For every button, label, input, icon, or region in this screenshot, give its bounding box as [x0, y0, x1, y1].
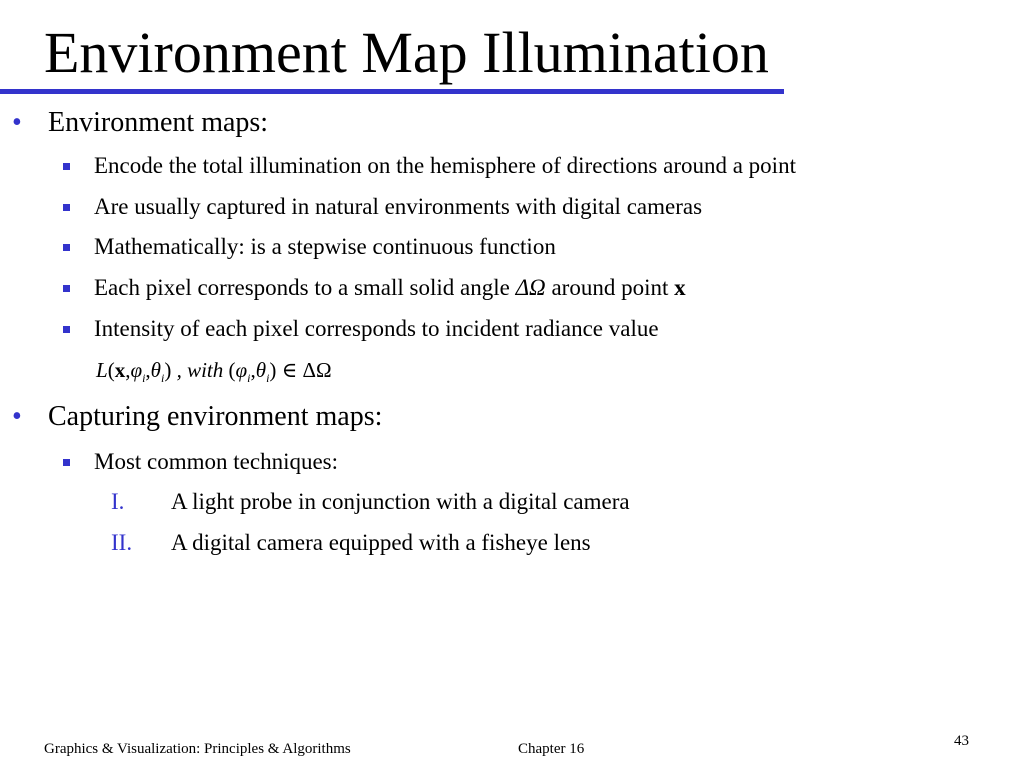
formula-comma: , [145, 358, 151, 382]
formula-paren: ) [269, 358, 277, 382]
title-underline [0, 89, 784, 94]
formula-set: ∈ ΔΩ [281, 358, 332, 382]
square-bullet-icon [63, 326, 70, 333]
square-bullet-icon [63, 204, 70, 211]
formula-comma: , [250, 358, 256, 382]
bullet-dot-icon: • [12, 107, 22, 138]
formula-comma: , [125, 358, 131, 382]
formula-with: , with [176, 358, 224, 382]
square-bullet-icon [63, 459, 70, 466]
subitem-pixel-solid-angle [94, 274, 686, 302]
numbered-item-light-probe [111, 488, 630, 516]
formula-paren: ( [228, 358, 236, 382]
formula-theta: θ [255, 358, 267, 382]
square-bullet-icon [63, 163, 70, 170]
formula-sub: i [142, 371, 146, 386]
subitem-captured [94, 193, 702, 221]
formula-phi: φ [235, 358, 248, 382]
numbered-item-fisheye [111, 529, 591, 557]
subitem-text: Most common techniques: [94, 449, 339, 474]
footer-chapter: Chapter 16 [518, 741, 585, 757]
numbered-text: A digital camera equipped with a fisheye lens [171, 530, 591, 555]
square-bullet-icon [63, 244, 70, 251]
formula-phi: φ [130, 358, 143, 382]
bullet-dot-icon: • [12, 401, 22, 432]
bullet-environment-maps [12, 106, 269, 140]
roman-numeral: I. [111, 489, 125, 514]
subitem-encode [94, 152, 796, 180]
subitem-text-part: Each pixel corresponds to a small solid angle [94, 275, 516, 300]
roman-numeral: II. [111, 530, 133, 555]
slide-title: Environment Map Illumination [44, 20, 769, 85]
subitem-text: Mathematically: is a stepwise continuous function [94, 234, 556, 259]
bullet-text: Capturing environment maps: [48, 401, 383, 432]
numbered-text: A light probe in conjunction with a digital camera [171, 489, 630, 514]
subitem-text: Are usually captured in natural environments with digital cameras [94, 194, 703, 219]
formula-paren: ) [164, 358, 172, 382]
subitem-text: Intensity of each pixel corresponds to incident radiance value [94, 316, 659, 341]
subitem-text-part: around point [545, 275, 675, 300]
subitem-text: Encode the total illumination on the hemisphere of directions around a point [94, 153, 796, 178]
square-bullet-icon [63, 285, 70, 292]
subitem-mathematically [94, 233, 556, 261]
solid-angle-symbol: ΔΩ [515, 275, 546, 300]
bullet-capturing [12, 400, 383, 434]
page-number: 43 [954, 733, 969, 749]
formula-theta: θ [150, 358, 161, 382]
bullet-text: Environment maps: [48, 107, 269, 138]
formula-paren: ( [107, 358, 115, 382]
formula-sub: i [160, 371, 165, 386]
footer-book-title: Graphics & Visualization: Principles & Algorithms [44, 741, 351, 757]
formula-L: L [96, 358, 108, 382]
radiance-formula [96, 356, 332, 392]
subitem-common-techniques [94, 448, 338, 476]
subitem-intensity [94, 315, 659, 343]
formula-sub: i [247, 371, 251, 386]
formula-sub: i [266, 371, 270, 386]
point-symbol: x [674, 275, 686, 300]
formula-x: x [114, 358, 126, 382]
